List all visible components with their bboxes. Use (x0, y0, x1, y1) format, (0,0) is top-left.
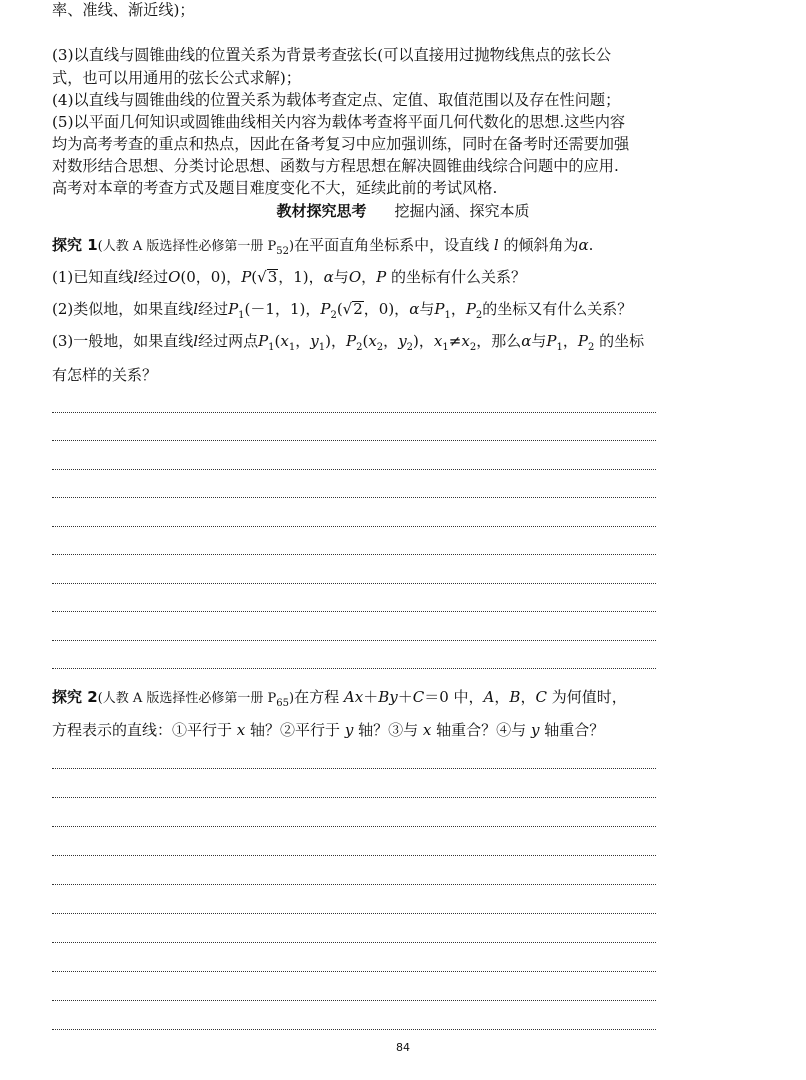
text-fragment: 的坐标 (599, 332, 645, 350)
section-heading (0, 201, 806, 221)
text-fragment: 1 (238, 310, 245, 321)
text-fragment: x (354, 688, 364, 706)
text-fragment: x (461, 332, 470, 350)
text-fragment: 2 (376, 342, 384, 353)
text-fragment: (2)类似地，如果直线 (52, 300, 194, 318)
text-fragment: x (368, 332, 377, 350)
text-fragment: ＋ (397, 688, 413, 706)
text-fragment: x (280, 332, 289, 350)
text-fragment: ＝0 中， (424, 688, 484, 706)
answer-line[interactable] (52, 797, 656, 798)
text-fragment: 1 (556, 342, 563, 353)
text-fragment: ， (330, 332, 346, 350)
page-number: 84 (396, 1041, 410, 1054)
text-fragment: α (323, 268, 334, 286)
text-fragment: 的坐标有什么关系？ (391, 268, 527, 286)
text-fragment: C (412, 688, 425, 706)
answer-line[interactable] (52, 412, 656, 413)
text-fragment: ， (520, 688, 536, 706)
text-fragment: O (168, 268, 181, 286)
text-fragment: (－1，1)， (244, 300, 321, 318)
text-fragment: 经过 (198, 300, 229, 318)
text-fragment: 52 (276, 246, 290, 257)
text-fragment: ( (274, 332, 281, 350)
text-fragment: y (344, 721, 354, 739)
text-fragment: P (546, 332, 557, 350)
answer-line[interactable] (52, 1000, 656, 1001)
text-fragment: P (320, 300, 331, 318)
text-fragment: 在平面直角坐标系中，设直线 (294, 236, 490, 254)
text-fragment: ， (450, 300, 466, 318)
text-fragment: P (465, 300, 476, 318)
text-fragment: 与 (419, 300, 435, 318)
explore2-line-2 (52, 720, 604, 740)
answer-line[interactable] (52, 971, 656, 972)
text-fragment: 经过 (138, 268, 169, 286)
answer-line[interactable] (52, 884, 656, 885)
text-fragment: 轴重合？④与 (436, 721, 527, 739)
answer-line[interactable] (52, 826, 656, 827)
intro-line: 对数形结合思想、分类讨论思想、函数与方程思想在解决圆锥曲线综合问题中的应用. (52, 157, 619, 175)
sqrt-2: 2 (353, 300, 363, 318)
text-fragment: 的坐标又有什么关系？ (482, 300, 633, 318)
answer-line[interactable] (52, 668, 656, 669)
text-fragment: ) (413, 332, 419, 350)
text-fragment: 2 (475, 310, 483, 321)
text-fragment: ， (418, 332, 434, 350)
text-fragment: ) (289, 239, 295, 254)
text-fragment: 轴？②平行于 (250, 721, 341, 739)
text-fragment: ( (336, 300, 343, 318)
answer-line[interactable] (52, 942, 656, 943)
text-fragment: l (493, 236, 499, 254)
answer-line[interactable] (52, 611, 656, 612)
text-fragment: ，0)， (363, 300, 410, 318)
text-fragment: P (346, 332, 357, 350)
text-fragment: O (348, 268, 362, 286)
explore2-line-1 (52, 687, 627, 714)
text-fragment: α (578, 236, 589, 254)
sqrt-3: 3 (267, 268, 278, 286)
explore1-question-3 (52, 331, 644, 358)
explore2-label: 探究 2 (52, 688, 98, 706)
radical-sign-icon: √ (257, 268, 267, 286)
text-fragment: 1 (318, 342, 326, 353)
text-fragment: 轴？③与 (358, 721, 419, 739)
text-fragment: 与 (333, 268, 349, 286)
text-fragment: 的倾斜角为 (503, 236, 579, 254)
text-fragment: ) (289, 691, 295, 706)
answer-line[interactable] (52, 640, 656, 641)
text-fragment: l (133, 268, 139, 286)
text-fragment: ， (361, 268, 377, 286)
text-fragment: α (521, 332, 532, 350)
text-fragment: . (588, 236, 594, 254)
text-fragment: (3)一般地，如果直线 (52, 332, 194, 350)
text-fragment: ) (325, 332, 331, 350)
answer-line[interactable] (52, 855, 656, 856)
text-fragment: P (577, 332, 588, 350)
text-fragment: B (509, 688, 521, 706)
text-fragment: 1 (444, 310, 451, 321)
intro-line: (5)以平面几何知识或圆锥曲线相关内容为载体考查将平面几何代数化的思想.这些内容 (52, 113, 626, 131)
text-fragment: 轴重合？ (544, 721, 605, 739)
text-fragment: P (241, 268, 252, 286)
text-fragment: y (389, 688, 398, 706)
text-fragment: ，那么 (476, 332, 522, 350)
answer-line[interactable] (52, 554, 656, 555)
radical-sign-icon: √ (342, 300, 353, 318)
text-fragment: ， (383, 332, 399, 350)
text-fragment: (人教 A 版选择性必修第一册 P (97, 691, 277, 706)
intro-line: 率、准线、渐近线)； (52, 1, 195, 19)
text-fragment: P (258, 332, 269, 350)
intro-line: (4)以直线与圆锥曲线的位置关系为载体考查定点、定值、取值范围以及存在性问题； (52, 91, 621, 109)
text-fragment: 1 (288, 342, 296, 353)
text-fragment: α (409, 300, 420, 318)
intro-line: 均为高考考查的重点和热点，因此在备考复习中应加强训练，同时在备考时还需要加强 (52, 135, 630, 153)
text-fragment: C (535, 688, 547, 706)
explore1-label: 探究 1 (52, 236, 98, 254)
text-fragment: 2 (330, 310, 337, 321)
text-fragment: 65 (276, 698, 290, 709)
text-fragment: P (376, 268, 387, 286)
text-fragment: x (433, 332, 443, 350)
answer-line[interactable] (52, 497, 656, 498)
text-fragment: ( (251, 268, 258, 286)
text-fragment: l (193, 332, 199, 350)
text-fragment: 经过两点 (198, 332, 259, 350)
intro-line: (3)以直线与圆锥曲线的位置关系为背景考查弦长(可以直接用过抛物线焦点的弦长公 (52, 46, 612, 64)
text-fragment: 在方程 (294, 688, 340, 706)
intro-line: 式，也可以用通用的弦长公式求解)； (52, 69, 301, 87)
text-fragment: x (422, 721, 432, 739)
section-subtitle: 挖掘内涵、探究本质 (394, 202, 530, 220)
text-fragment: (0，0)， (180, 268, 242, 286)
answer-line[interactable] (52, 440, 656, 441)
answer-line[interactable] (52, 583, 656, 584)
text-fragment: ， (295, 332, 311, 350)
text-fragment: x (236, 721, 246, 739)
text-fragment: ， (562, 332, 578, 350)
text-fragment: 2 (587, 342, 595, 353)
text-fragment: 2 (469, 342, 477, 353)
text-fragment: 1 (268, 342, 275, 353)
text-fragment: y (530, 721, 540, 739)
text-fragment: B (378, 688, 390, 706)
text-fragment: ，1)， (278, 268, 324, 286)
text-fragment: ( (362, 332, 369, 350)
text-fragment: ≠ (448, 332, 462, 350)
text-fragment: (1)已知直线 (52, 268, 134, 286)
text-fragment: 方程表示的直线：①平行于 (52, 721, 233, 739)
text-fragment: A (483, 688, 495, 706)
text-fragment: 2 (356, 342, 363, 353)
text-fragment: 1 (442, 342, 449, 353)
text-fragment: P (228, 300, 239, 318)
text-fragment: ， (494, 688, 510, 706)
explore1-question-3-cont: 有怎样的关系？ (52, 366, 158, 384)
text-fragment: 与 (531, 332, 547, 350)
explore1-question-1 (52, 267, 526, 287)
explore1-question-2 (52, 299, 632, 326)
text-fragment: ＋ (363, 688, 379, 706)
answer-line[interactable] (52, 1029, 656, 1030)
answer-line[interactable] (52, 469, 656, 470)
explore1-intro (52, 235, 593, 262)
text-fragment: 为何值时， (551, 688, 627, 706)
text-fragment: y (398, 332, 407, 350)
text-fragment: y (310, 332, 319, 350)
intro-line: 高考对本章的考查方式及题目难度变化不大，延续此前的考试风格. (52, 179, 498, 197)
text-fragment: (人教 A 版选择性必修第一册 P (97, 239, 277, 254)
text-fragment: 2 (406, 342, 414, 353)
section-title: 教材探究思考 (276, 202, 367, 220)
answer-line[interactable] (52, 768, 656, 769)
text-fragment: A (343, 688, 355, 706)
text-fragment: l (193, 300, 199, 318)
answer-line[interactable] (52, 526, 656, 527)
answer-line[interactable] (52, 913, 656, 914)
text-fragment: P (434, 300, 445, 318)
